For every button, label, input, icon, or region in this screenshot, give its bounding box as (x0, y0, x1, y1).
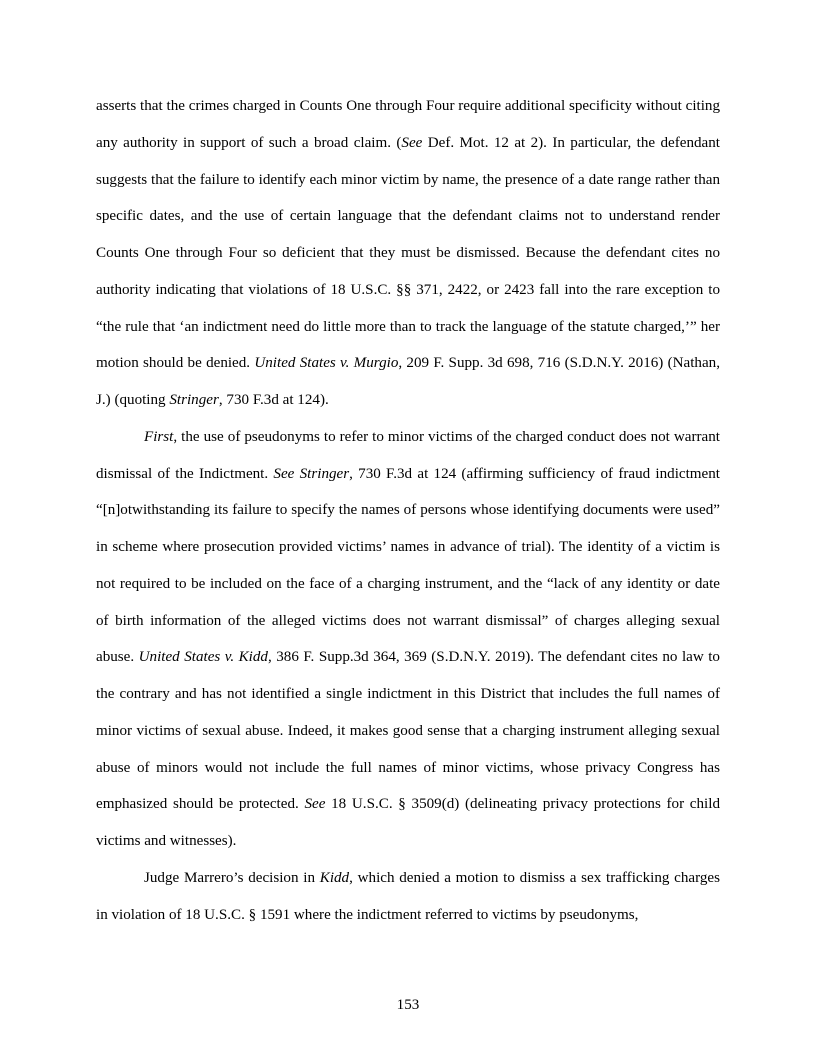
text-run: 18 U.S.C. § 3509(d) (delineating privacy protections for child victims and witnesses). (96, 796, 720, 849)
text-run: , the use of pseudonyms to refer to minor victims of the charged conduct does not warrant dismissal of the Indictment. (96, 428, 720, 482)
text-run: , 730 F.3d at 124 (affirming sufficiency of fraud indictment “[n]otwithstanding its failure to specify the names of persons whose identifying documents were used” in scheme where prosecution provided victims’ names in advance of trial). The identity of a victim is not required to be included on the face of a charging instrument, and the “lack of any identity or date of birth information of the alleged victims does not warrant dismissal” of charges alleging sexual abuse. (96, 465, 720, 666)
citation-signal: See (304, 796, 326, 813)
paragraph-continuation (96, 88, 720, 419)
text-run: , 209 F. Supp. 3d 698, 716 (S.D.N.Y. 2016) (Nathan, J.) (quoting (96, 355, 720, 408)
paragraph-kidd-discussion (96, 860, 720, 934)
case-name: Stringer (169, 392, 219, 408)
text-run: asserts that the crimes charged in Counts One through Four require additional specificity without citing any authority in support of such a broad claim. ( (96, 98, 720, 151)
text-run: , 386 F. Supp.3d 364, 369 (S.D.N.Y. 2019). The defendant cites no law to the contrary and has not identified a single indictment in this District that includes the full names of minor victims of sexual abuse. Indeed, it makes good sense that a charging instrument alleging sexual abuse of minors would not include the full names of minor victims, whose privacy Congress has emphasized should be protected. (96, 649, 720, 813)
text-run: , which denied a motion to dismiss a sex trafficking charges in violation of 18 U.S.C. § 1591 where the indictment referred to victims by pseudonyms, (96, 869, 720, 923)
emphasis-word: First (144, 428, 174, 445)
case-name: United States v. Kidd (138, 649, 268, 666)
page-number: 153 (396, 997, 420, 1013)
citation-signal: See (401, 134, 423, 151)
text-run: Judge Marrero’s decision in (144, 869, 320, 886)
case-name: Kidd (319, 869, 350, 886)
case-name: United States v. Murgio (254, 355, 399, 372)
text-run: , 730 F.3d at 124). (218, 392, 329, 408)
document-body (96, 88, 720, 933)
text-run: Def. Mot. 12 at 2). In particular, the defendant suggests that the failure to identify each minor victim by name, the presence of a date range rather than specific dates, and the use of certain language that the defendant claims not to understand render Counts One through Four so deficient that they must be dismissed. Because the defendant cites no authority indicating that violations of 18 U.S.C. §§ 371, 2422, or 2423 fall into the rare exception to “the rule that ‘an indictment need do little more than to track the language of the statute charged,’” her motion should be denied. (96, 134, 720, 372)
paragraph-first-argument (96, 419, 720, 860)
case-name: See Stringer (273, 465, 350, 482)
